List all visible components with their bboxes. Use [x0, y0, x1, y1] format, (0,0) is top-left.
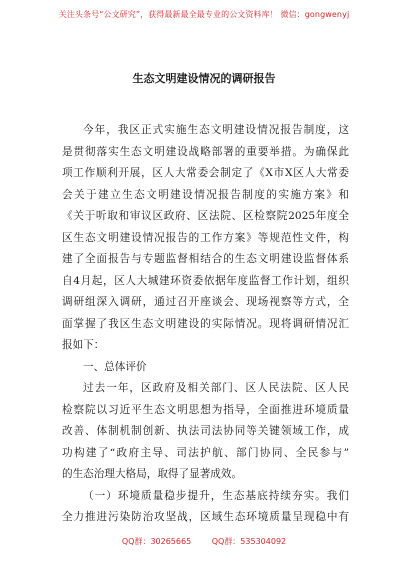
body-line: 《关于听取和审议区政府、区法院、区检察院2025年度全 — [62, 210, 349, 222]
header-banner: 关注头条号“公文研究”，获得最新最全最专业的公文资料库！ 微信：gongwenyj — [58, 10, 350, 19]
body-line: 功构建了“政府主导、司法护航、部门协同、全民参与” — [62, 446, 349, 459]
body-line: 改善、体制机制创新、执法司法协同等关键领域工作，成 — [62, 425, 349, 437]
document-title: 生态文明建设情况的调研报告 — [132, 72, 276, 85]
body-line: （一）环境质量稳步提升，生态基底持续夯实。我们 — [83, 489, 349, 502]
body-line: 过去一年，区政府及相关部门、区人民法院、区人民 — [83, 382, 349, 394]
body-line: 自4月起，区人大城建环资委依据年度监督工作计划，组织 — [62, 274, 349, 287]
body-line: 项工作顺利开展，区人大常委会制定了《X市X区人大常委 — [62, 167, 349, 179]
body-line: 会关于建立生态文明建设情况报告制度的实施方案》和 — [62, 188, 349, 201]
body-line: 建了全面报告与专题监督相结合的生态文明建设监督体系 — [62, 253, 349, 265]
body-line: 检察院以习近平生态文明思想为指导，全面推进环境质量 — [62, 403, 349, 416]
body-line: 全力推进污染防治攻坚战，区域生态环境质量呈现稳中有 — [62, 511, 349, 523]
document-body — [62, 120, 349, 529]
body-line: 的生态治理大格局，取得了显著成效。 — [62, 468, 243, 480]
footer-qq — [0, 536, 408, 547]
footer-qq-left: QQ群：30265665 — [121, 537, 192, 546]
body-line: 今年，我区正式实施生态文明建设情况报告制度，这 — [83, 124, 349, 136]
body-line: 调研组深入调研，通过召开座谈会、现场视察等方式，全 — [62, 296, 349, 308]
body-line: 报如下： — [62, 339, 105, 351]
section-heading: 一、总体评价 — [83, 360, 147, 373]
body-line: 区生态文明建设情况报告的工作方案》等规范性文件，构 — [62, 231, 349, 244]
body-line: 是贯彻落实生态文明建设战略部署的重要举措。为确保此 — [62, 145, 349, 158]
footer-qq-right: QQ群：535304092 — [211, 537, 287, 546]
body-line: 面掌握了我区生态文明建设的实际情况。现将调研情况汇 — [62, 317, 349, 330]
